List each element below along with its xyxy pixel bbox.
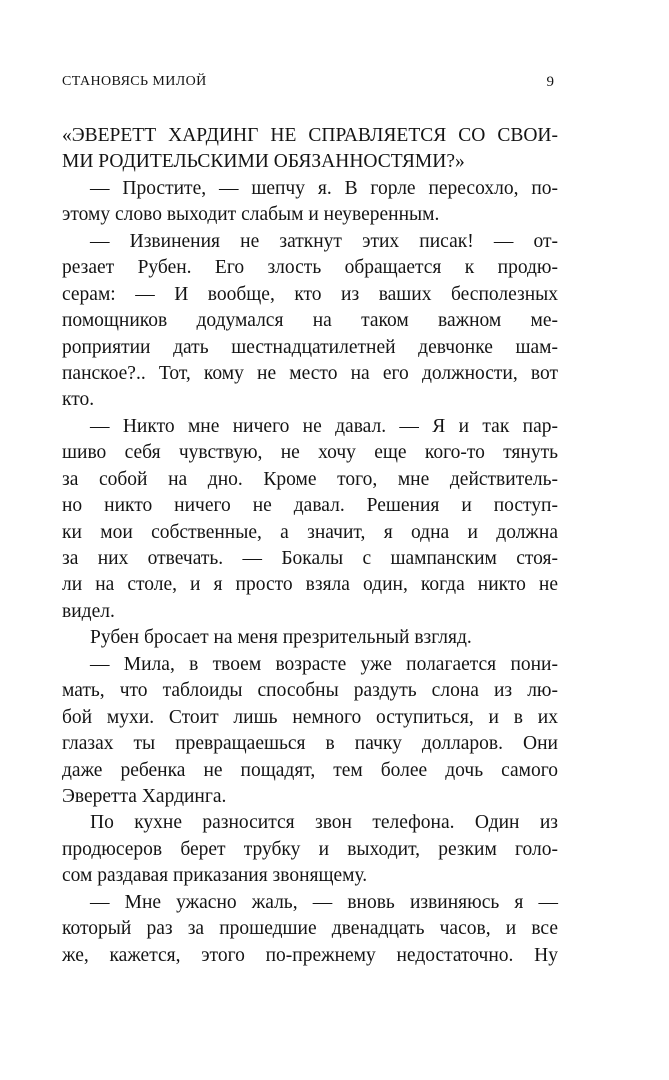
text-line: за собой на дно. Кроме того, мне действитель- [62, 468, 558, 490]
text-line: Эверетта Хардинга. [62, 785, 227, 807]
text-line: который раз за прошедшие двенадцать часов, и все [62, 918, 558, 940]
text-line: — Извинения не заткнут этих писак! — от- [90, 230, 558, 252]
running-title: СТАНОВЯСЬ МИЛОЙ [62, 74, 207, 89]
text-line: помощников додумался на таком важном ме- [62, 310, 558, 332]
text-line: кто. [62, 389, 95, 411]
text-line: за них отвечать. — Бокалы с шампанским стоя- [62, 548, 558, 569]
text-line: — Простите, — шепчу я. В горле пересохло, по- [90, 177, 558, 199]
page-number: 9 [546, 74, 554, 90]
text-line: продюсеров берет трубку и выходит, резким голо- [62, 838, 558, 860]
text-line: видел. [62, 600, 115, 622]
body-text [62, 123, 558, 969]
page-header [62, 74, 554, 94]
text-line: бой мухи. Стоит лишь немного оступиться, и в их [62, 706, 558, 728]
text-line: резает Рубен. Его злость обращается к продю- [62, 257, 558, 279]
text-line: мать, что таблоиды способны раздуть слона из лю- [62, 680, 558, 702]
text-line: МИ РОДИТЕЛЬСКИМИ ОБЯЗАННОСТЯМИ?» [62, 151, 465, 173]
text-line: ли на столе, и я просто взяла один, когда никто не [62, 574, 558, 596]
text-line: ки мои собственные, а значит, я одна и должна [62, 521, 558, 543]
text-line: роприятии дать шестнадцатилетней девчонке шам- [62, 336, 558, 358]
text-line: серам: — И вообще, кто из ваших бесполезных [62, 283, 558, 305]
text-line: — Мила, в твоем возрасте уже полагается пони- [90, 653, 558, 675]
text-line: — Никто мне ничего не давал. — Я и так пар- [90, 415, 558, 437]
text-line: даже ребенка не пощадят, тем более дочь самого [62, 759, 558, 781]
text-line: но никто ничего не давал. Решения и поступ- [62, 495, 558, 517]
text-line: шиво себя чувствую, не хочу еще кого-то тянуть [62, 442, 558, 464]
text-line: «ЭВЕРЕТТ ХАРДИНГ НЕ СПРАВЛЯЕТСЯ СО СВОИ- [62, 125, 558, 146]
text-line: По кухне разносится звон телефона. Один из [90, 812, 558, 834]
text-line: глазах ты превращаешься в пачку долларов. Они [62, 733, 558, 755]
text-line: панское?.. Тот, кому не место на его должности, вот [62, 362, 558, 384]
text-line: же, кажется, этого по-прежнему недостаточно. Ну [62, 944, 558, 966]
text-line: — Мне ужасно жаль, — вновь извиняюсь я — [90, 891, 558, 913]
text-line: этому слово выходит слабым и неуверенным. [62, 204, 440, 226]
text-line: сом раздавая приказания звонящему. [62, 865, 368, 887]
text-line: Рубен бросает на меня презрительный взгляд. [90, 627, 472, 649]
